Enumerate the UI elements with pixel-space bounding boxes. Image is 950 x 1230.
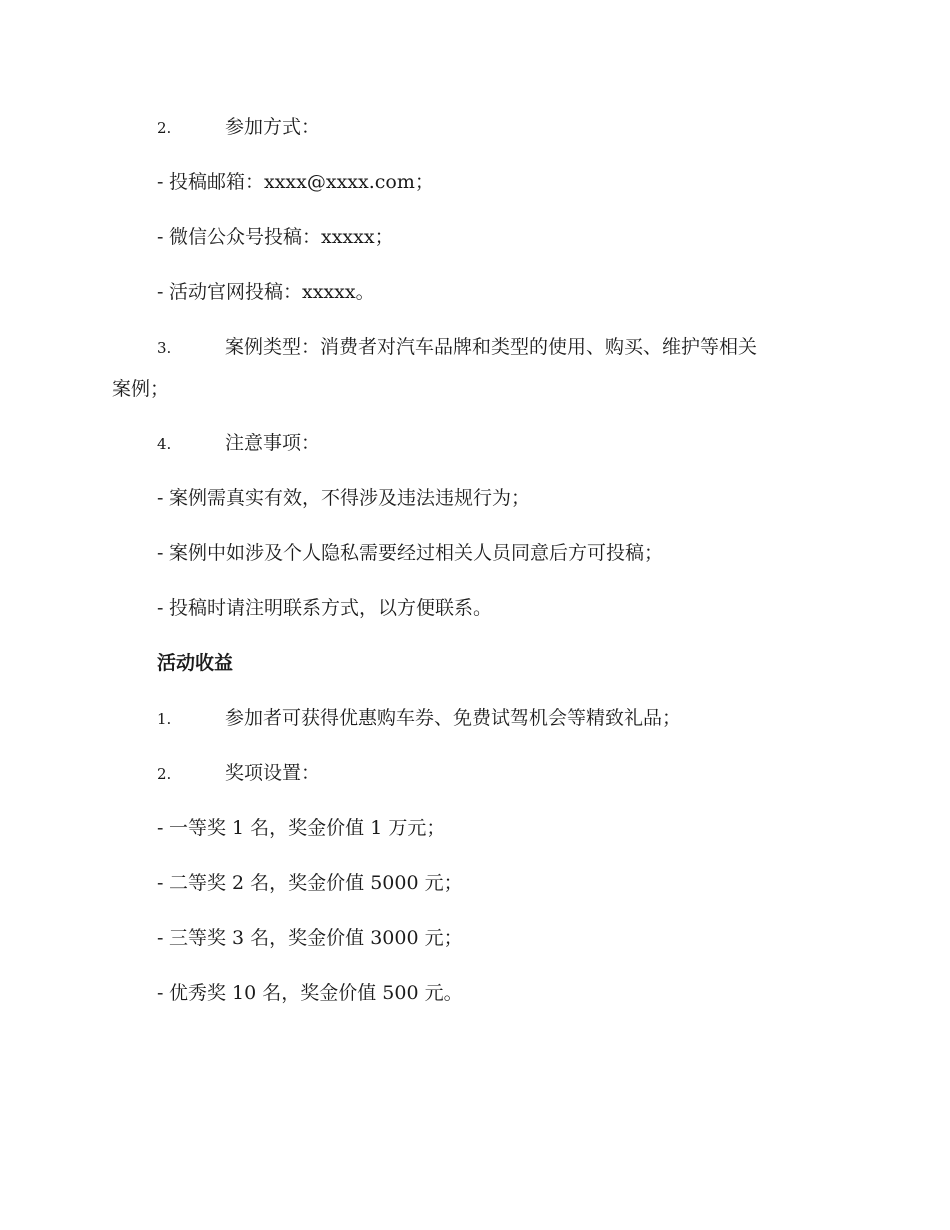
benefit-item-1	[157, 704, 681, 733]
notes-heading	[157, 429, 320, 458]
prize-first: 一等奖 1 名，奖金价值 1 万元；	[169, 817, 446, 839]
benefit-item-2	[157, 759, 320, 788]
section-heading-benefits: 活动收益	[157, 652, 234, 674]
note-text: 案例中如涉及个人隐私需要经过相关人员同意后方可投稿；	[169, 542, 664, 564]
dash-bullet: -	[157, 872, 164, 894]
dash-bullet: -	[157, 171, 164, 193]
participation-website: 活动官网投稿：xxxxx。	[169, 281, 375, 303]
list-number: 2.	[157, 119, 172, 137]
list-item	[157, 168, 434, 196]
list-item	[157, 869, 463, 897]
prize-settings-title: 奖项设置：	[225, 762, 321, 784]
participation-heading	[157, 113, 320, 142]
note-text: 案例需真实有效，不得涉及违法违规行为；	[169, 487, 531, 509]
list-item	[157, 539, 663, 567]
list-number: 4.	[157, 435, 172, 453]
list-item	[157, 979, 463, 1007]
dash-bullet: -	[157, 927, 164, 949]
participation-title: 参加方式：	[225, 116, 321, 138]
note-text: 投稿时请注明联系方式，以方便联系。	[169, 597, 493, 619]
list-item	[157, 223, 394, 251]
dash-bullet: -	[157, 281, 164, 303]
case-type-continuation: 案例；	[112, 378, 170, 400]
case-type-text: 案例类型：消费者对汽车品牌和类型的使用、购买、维护等相关	[225, 336, 758, 358]
participation-wechat: 微信公众号投稿：xxxxx；	[169, 226, 394, 248]
dash-bullet: -	[157, 817, 164, 839]
participation-email: 投稿邮箱：xxxx@xxxx.com；	[169, 171, 434, 193]
list-number: 2.	[157, 765, 172, 783]
benefit-text: 参加者可获得优惠购车券、免费试驾机会等精致礼品；	[225, 707, 682, 729]
dash-bullet: -	[157, 982, 164, 1004]
case-type-paragraph	[157, 333, 757, 362]
list-number: 3.	[157, 339, 172, 357]
notes-title: 注意事项：	[225, 432, 321, 454]
prize-second: 二等奖 2 名，奖金价值 5000 元；	[169, 872, 463, 894]
dash-bullet: -	[157, 597, 164, 619]
dash-bullet: -	[157, 487, 164, 509]
list-item	[157, 484, 530, 512]
list-item	[157, 814, 445, 842]
prize-third: 三等奖 3 名，奖金价值 3000 元；	[169, 927, 463, 949]
list-item	[157, 278, 375, 306]
dash-bullet: -	[157, 226, 164, 248]
dash-bullet: -	[157, 542, 164, 564]
list-number: 1.	[157, 710, 172, 728]
prize-excellence: 优秀奖 10 名，奖金价值 500 元。	[169, 982, 463, 1004]
list-item	[157, 594, 492, 622]
list-item	[157, 924, 463, 952]
